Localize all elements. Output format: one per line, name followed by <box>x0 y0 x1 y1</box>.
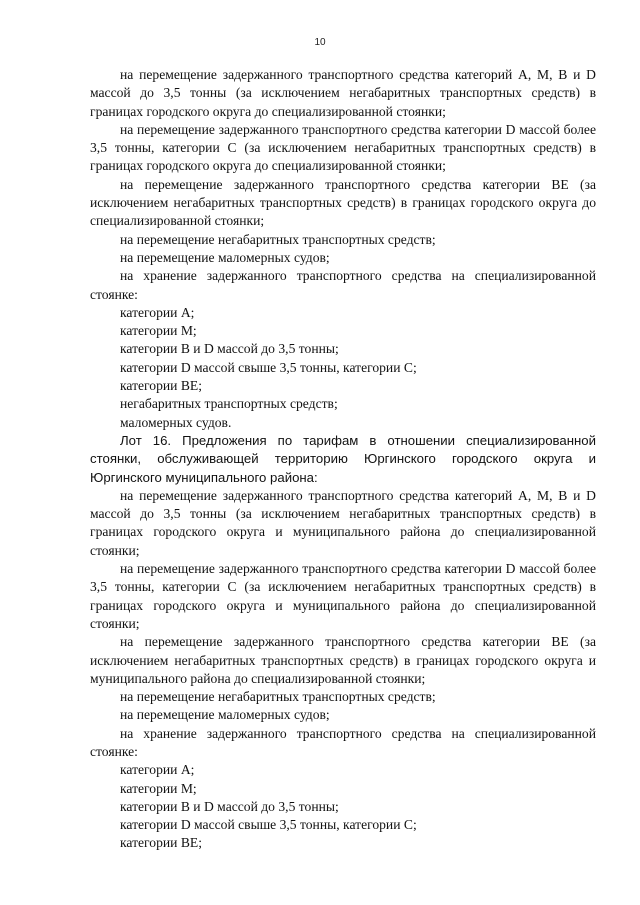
document-body <box>90 66 596 853</box>
paragraph: на перемещение маломерных судов; <box>120 707 330 723</box>
list-item: категории В и D массой до 3,5 тонны; <box>120 798 339 814</box>
list-item: негабаритных транспортных средств; <box>120 396 338 412</box>
list-item: категории М; <box>120 323 197 339</box>
list-item: категории ВЕ; <box>120 835 202 851</box>
list-item: категории D массой свыше 3,5 тонны, категории С; <box>120 817 417 833</box>
page-number: 10 <box>314 37 326 48</box>
list-item: маломерных судов. <box>120 414 232 430</box>
paragraph: на перемещение негабаритных транспортных средств; <box>120 689 436 705</box>
paragraph: на перемещение задержанного транспортного средства категории ВЕ (за исключением негабаритных транспортных средств) в границах городского округа до специализированной стоянки; <box>90 176 596 229</box>
paragraph: на перемещение задержанного транспортного средства категорий А, М, В и D массой до 3,5 тонны (за исключением негабаритных транспортных средств) в границах городского округа и муниципального района до специализированной стоянки; <box>90 487 596 558</box>
list-item: категории А; <box>120 304 195 320</box>
paragraph: на хранение задержанного транспортного средства на специализированной стоянке: <box>90 268 596 302</box>
paragraph: на перемещение негабаритных транспортных средств; <box>120 231 436 247</box>
list-item: категории М; <box>120 780 197 796</box>
paragraph: на перемещение задержанного транспортного средства категорий А, М, В и D массой до 3,5 тонны (за исключением негабаритных транспортных средств) в границах городского округа до специализированной стоянки; <box>90 67 596 119</box>
paragraph: на перемещение задержанного транспортного средства категории D массой более 3,5 тонны, категории С (за исключением негабаритных транспортных средств) в границах городского округа до специализированной стоянки; <box>90 121 596 174</box>
paragraph: на перемещение маломерных судов; <box>120 249 330 265</box>
list-item: категории ВЕ; <box>120 378 202 394</box>
list-item: категории D массой свыше 3,5 тонны, категории С; <box>120 359 417 375</box>
list-item: категории А; <box>120 762 195 778</box>
lot-heading: Лот 16. Предложения по тарифам в отношении специализированной стоянки, обслуживающей территорию Юргинского городского округа и Юргинского муниципального района: <box>90 432 596 485</box>
paragraph: на перемещение задержанного транспортного средства категории D массой более 3,5 тонны, категории С (за исключением негабаритных транспортных средств) в границах городского округа и муниципального района до специализированной стоянки; <box>90 561 596 631</box>
paragraph: на перемещение задержанного транспортного средства категории ВЕ (за исключением негабаритных транспортных средств) в границах городского округа и муниципального района до специализированной стоянки; <box>90 634 596 686</box>
paragraph: на хранение задержанного транспортного средства на специализированной стоянке: <box>90 725 596 759</box>
list-item: категории В и D массой до 3,5 тонны; <box>120 341 339 357</box>
